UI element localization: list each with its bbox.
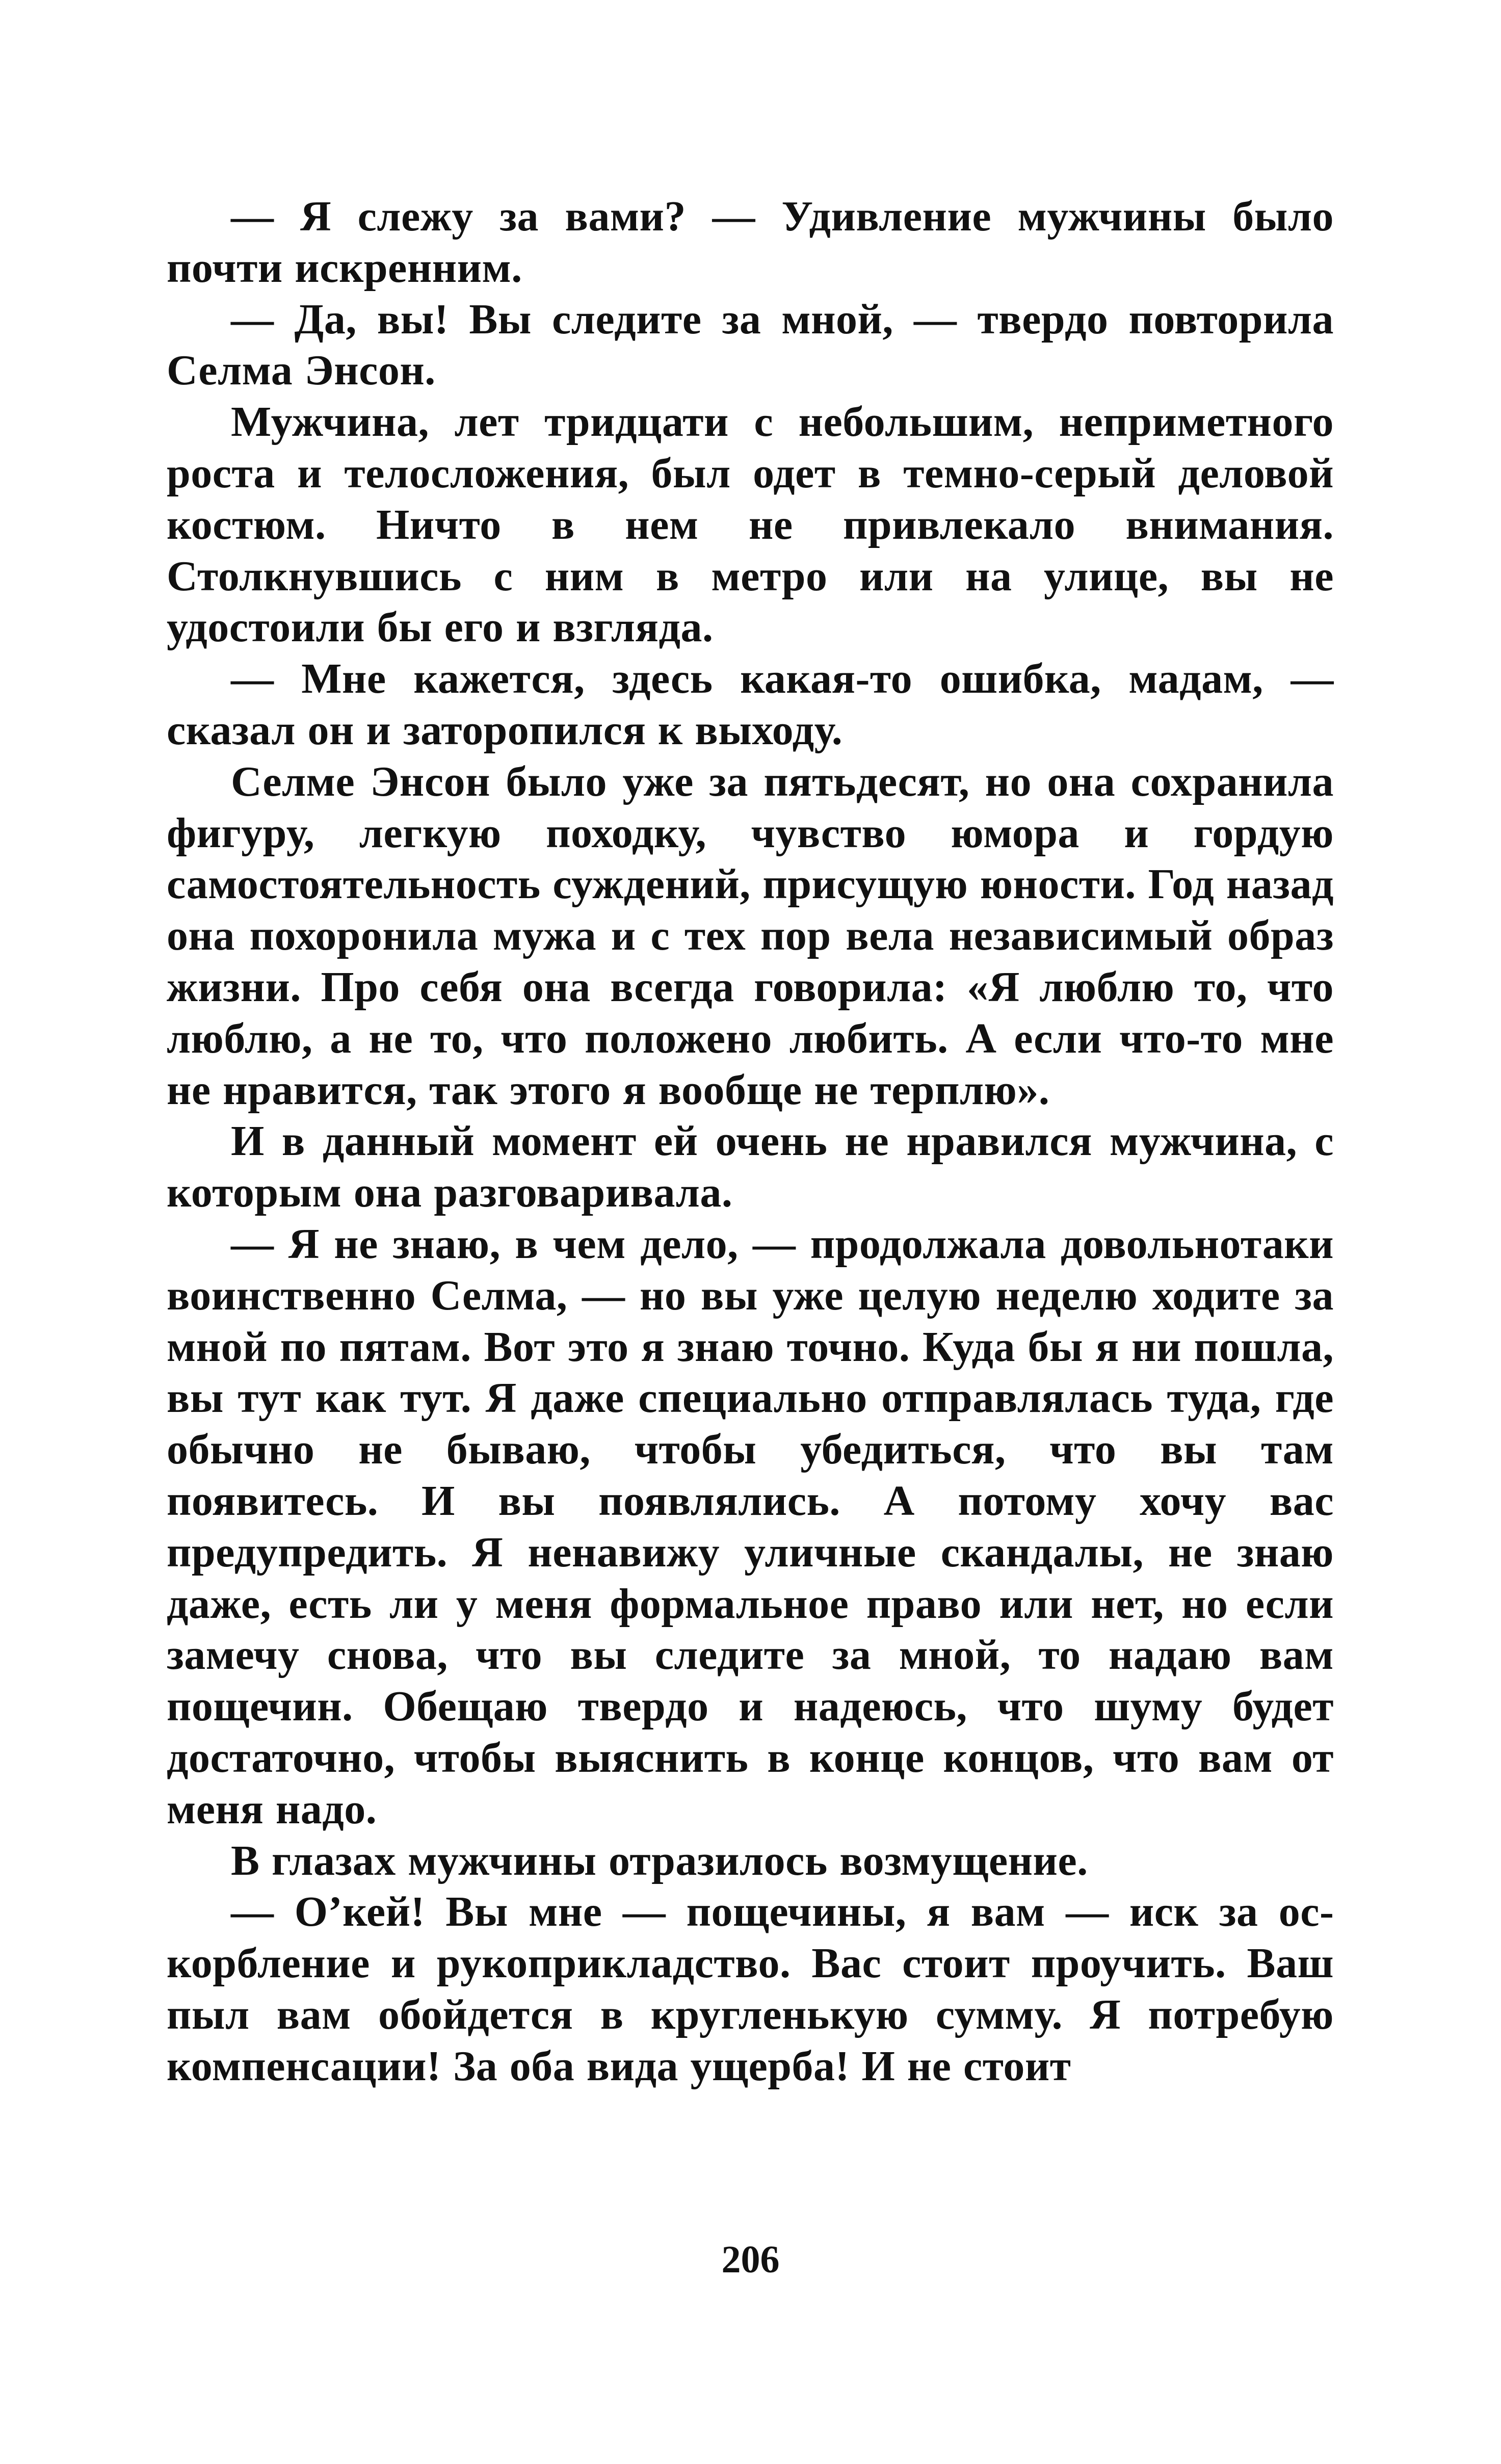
paragraph-9: — О’кей! Вы мне — пощечины, я вам — иск за оскорбление и рукоприкладство. Вас стоит проучить. Ваш пыл вам обойдется в кругленькую сумму. Я потребую компенсации! За оба вида ущерба! И не стоит (167, 1888, 1334, 2090)
paragraph-2: — Да, вы! Вы следите за мной, — твердо повторила Селма Энсон. (167, 295, 1334, 395)
paragraph-6: И в данный момент ей очень не нравился мужчина, с которым она разговаривала. (167, 1117, 1334, 1217)
body-text (167, 191, 1334, 2092)
paragraph-8: В глазах мужчины отразилось возмущение. (231, 1837, 1088, 1884)
paragraph-4: — Мне кажется, здесь какая-то ошибка, мадам, — сказал он и заторопился к выходу. (167, 655, 1334, 754)
paragraph-1: — Я слежу за вами? — Удивление мужчины было почти искренним. (167, 193, 1334, 292)
paragraph-5: Селме Энсон было уже за пятьдесят, но она сохранила фигуру, легкую походку, чувство юмора и гордую самостоятельность суждений, присущую юности. Год назад она похоронила мужа и с тех пор вела независимый образ жизни. Про себя она всегда говорила: «Я люблю то, что люблю, а не то, что положено любить. А если что-то мне не нравится, так этого я вообще не терплю». (167, 757, 1334, 1114)
paragraph-7: — Я не знаю, в чем дело, — продолжала довольнотаки воинственно Селма, — но вы уже целую неделю ходите за мной по пятам. Вот это я знаю точно. Куда бы я ни пошла, вы тут как тут. Я даже специально отправлялась туда, где обычно не бываю, чтобы убедиться, что вы там появитесь. И вы появлялись. А потому хочу вас предупредить. Я ненавижу уличные скандалы, не знаю даже, есть ли у меня формальное право или нет, но если замечу снова, что вы следите за мной, то надаю вам пощечин. Обещаю твердо и надеюсь, что шуму будет достаточно, чтобы выяснить в конце концов, что вам от меня надо. (167, 1220, 1334, 1833)
paragraph-3: Мужчина, лет тридцати с небольшим, неприметного роста и телосложения, был одет в темно-серый деловой костюм. Ничто в нем не привлекало внимания. Столкнувшись с ним в метро или на улице, вы не удостоили бы его и взгляда. (167, 398, 1334, 651)
page-number: 206 (721, 2238, 780, 2281)
